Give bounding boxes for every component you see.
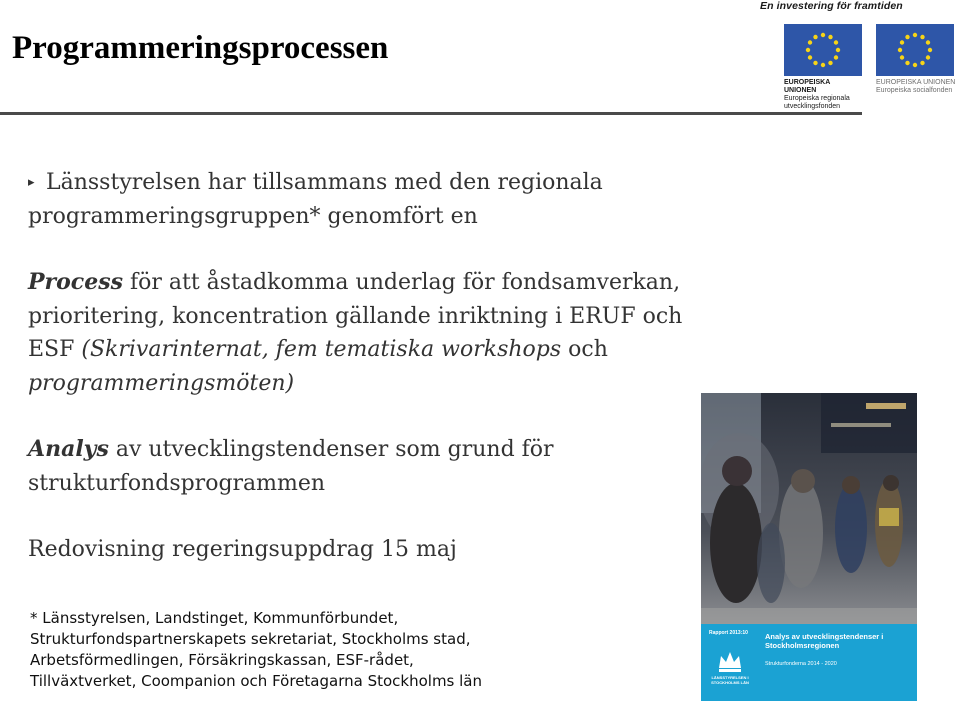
eu-star (821, 63, 825, 67)
analys-lead: Analys (28, 436, 109, 462)
eu-star (900, 55, 904, 59)
eu-flag-icon (784, 24, 862, 76)
esf-caption-line2: Europeiska socialfonden (876, 87, 953, 94)
esf-caption (876, 79, 960, 95)
erdf-caption-line3: utvecklingsfonden (784, 103, 841, 110)
eu-star (928, 48, 932, 52)
eu-star (813, 61, 817, 65)
slide-body (28, 166, 688, 567)
analys-text: av utvecklingstendenser som grund för strukturfondsprogrammen (28, 437, 554, 496)
report-logo-text: LÄNSSTYRELSEN I STOCKHOLMS LÄN (711, 675, 749, 685)
eu-star (828, 35, 832, 39)
eu-star (926, 55, 930, 59)
redovisning-paragraph: Redovisning regeringsuppdrag 15 maj (28, 537, 457, 562)
process-text2: och (561, 337, 608, 362)
eu-star (920, 35, 924, 39)
slide-title: Programmeringsprocessen (12, 30, 389, 66)
eu-star (900, 40, 904, 44)
eu-star (905, 35, 909, 39)
eu-tagline: En investering för framtiden (760, 0, 903, 12)
eu-star (813, 35, 817, 39)
eu-star (828, 61, 832, 65)
bullet-point (28, 166, 688, 233)
eu-star (926, 40, 930, 44)
analys-paragraph (28, 433, 688, 500)
erdf-caption-line1: EUROPEISKA UNIONEN (784, 79, 831, 94)
eu-star (834, 40, 838, 44)
footnote-line: * Länsstyrelsen, Landstinget, Kommunförbundet, (30, 609, 399, 627)
process-paragraph (28, 266, 688, 400)
process-lead: Process (28, 269, 123, 295)
erdf-caption-line2: Europeiska regionala (784, 95, 850, 102)
process-italic: (Skrivarinternat, fem tematiska workshops (81, 337, 562, 362)
crown-logo-icon (715, 648, 745, 676)
eu-star (836, 48, 840, 52)
footnote-line: Strukturfondspartnerskapets sekretariat, Stockholms stad, (30, 630, 471, 648)
bullet-text: Länsstyrelsen har tillsammans med den regionala programmeringsgruppen* genomfört en (28, 170, 603, 229)
eu-stars-icon (784, 24, 862, 76)
eu-star (834, 55, 838, 59)
esf-caption-line1: EUROPEISKA UNIONEN (876, 79, 956, 86)
eu-star (821, 33, 825, 37)
eu-star (808, 40, 812, 44)
report-title: Analys av utvecklingstendenser i Stockholmsregionen (765, 632, 884, 650)
eu-star (920, 61, 924, 65)
title-divider (0, 112, 862, 115)
footnote-line: Tillväxtverket, Coompanion och Företagarna Stockholms län (30, 672, 482, 690)
eu-flag-icon (876, 24, 954, 76)
report-number: Rapport 2013:10 (709, 630, 748, 636)
eu-star (806, 48, 810, 52)
process-text: för att åstadkomma underlag för fondsamverkan, prioritering, koncentration gällande inriktning i ERUF och ESF (28, 270, 683, 362)
eu-star (898, 48, 902, 52)
report-cover-band (701, 624, 917, 701)
report-subtitle: Strukturfonderna 2014 - 2020 (765, 661, 837, 667)
process-italic2: programmeringsmöten) (28, 370, 295, 396)
eu-star (913, 33, 917, 37)
footnote-line: Arbetsförmedlingen, Försäkringskassan, ESF-rådet, (30, 651, 414, 669)
eu-stars-icon (876, 24, 954, 76)
eu-star (905, 61, 909, 65)
bullet-marker-icon: ▸ (28, 175, 35, 190)
eu-star (913, 63, 917, 67)
erdf-caption (784, 79, 864, 111)
footnote (30, 608, 690, 692)
eu-star (808, 55, 812, 59)
